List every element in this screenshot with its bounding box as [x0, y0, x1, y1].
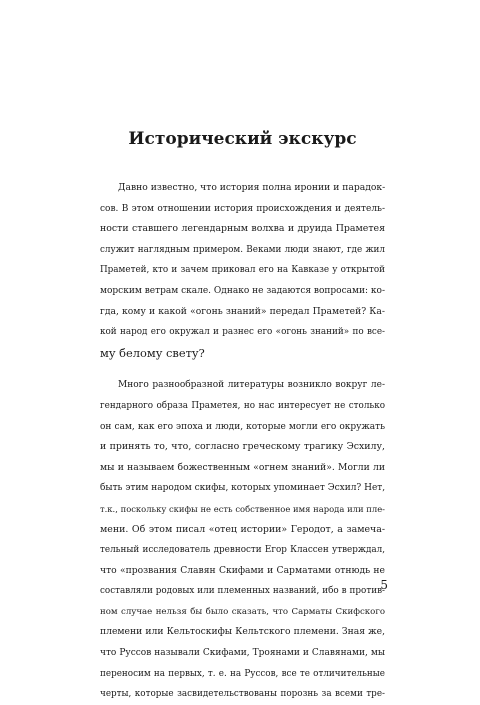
text-line: переносим на первых, т. е. на Руссов, все те отличительные [100, 668, 385, 679]
text-line: Много разнообразной литературы возникло вокруг ле- [118, 380, 385, 391]
paragraph-gap [100, 363, 385, 375]
text-line: служит наглядным примером. Веками люди знают, где жил [100, 244, 385, 255]
text-line: морским ветрам скале. Однако не задаются вопросами: ко- [100, 285, 385, 296]
text-line: Давно известно, что история полна иронии и парадок- [118, 182, 385, 193]
text-line: черты, которые засвидетельствованы порознь за всеми тре- [100, 689, 385, 700]
paragraph-2 [100, 375, 385, 705]
text-line: Праметей, кто и зачем приковал его на Кавказе у открытой [100, 265, 385, 276]
text-line: что Руссов называли Скифами, Троянами и Славянами, мы [100, 648, 385, 659]
text-line: быть этим народом скифы, которых упоминает Эсхил? Нет, [100, 483, 385, 494]
text-line: мени. Об этом писал «отец истории» Геродот, а замеча- [100, 523, 385, 535]
text-line: что «прозвания Славян Скифами и Сарматами отнюдь не [100, 564, 385, 576]
text-line: мы и называем божественным «огнем знаний». Могли ли [100, 461, 385, 473]
text-line: сов. В этом отношении история происхождения и деятель- [100, 203, 385, 214]
text-line: ном случае нельзя бы было сказать, что Сарматы Скифского [100, 606, 385, 617]
text-line: гда, кому и какой «огонь знаний» передал Праметей? Ка- [100, 305, 385, 317]
text-line: и принять то, что, согласно греческому трагику Эсхилу, [100, 441, 385, 453]
text-line: он сам, как его эпоха и люди, которые могли его окружать [100, 421, 385, 432]
body-text [100, 178, 385, 705]
text-line: ности ставшего легендарным волхва и друида Праметея [100, 223, 385, 235]
text-line: составляли родовых или племенных названий, ибо в против- [100, 586, 385, 597]
chapter-title: Исторический экскурс [128, 129, 357, 149]
text-line: племени или Кельтоскифы Кельтского племени. Зная же, [100, 626, 385, 638]
text-line: му белому свету? [100, 345, 205, 360]
text-line: кой народ его окружал и разнес его «огонь знаний» по все- [100, 327, 385, 338]
text-line: тельный исследователь древности Егор Классен утверждал, [100, 545, 385, 556]
text-line: гендарного образа Праметея, но нас интересует не столько [100, 400, 385, 411]
paragraph-1 [100, 178, 385, 363]
text-line: т.к., поскольку скифы не есть собственное имя народа или пле- [100, 503, 385, 514]
page-number: 5 [380, 578, 388, 592]
